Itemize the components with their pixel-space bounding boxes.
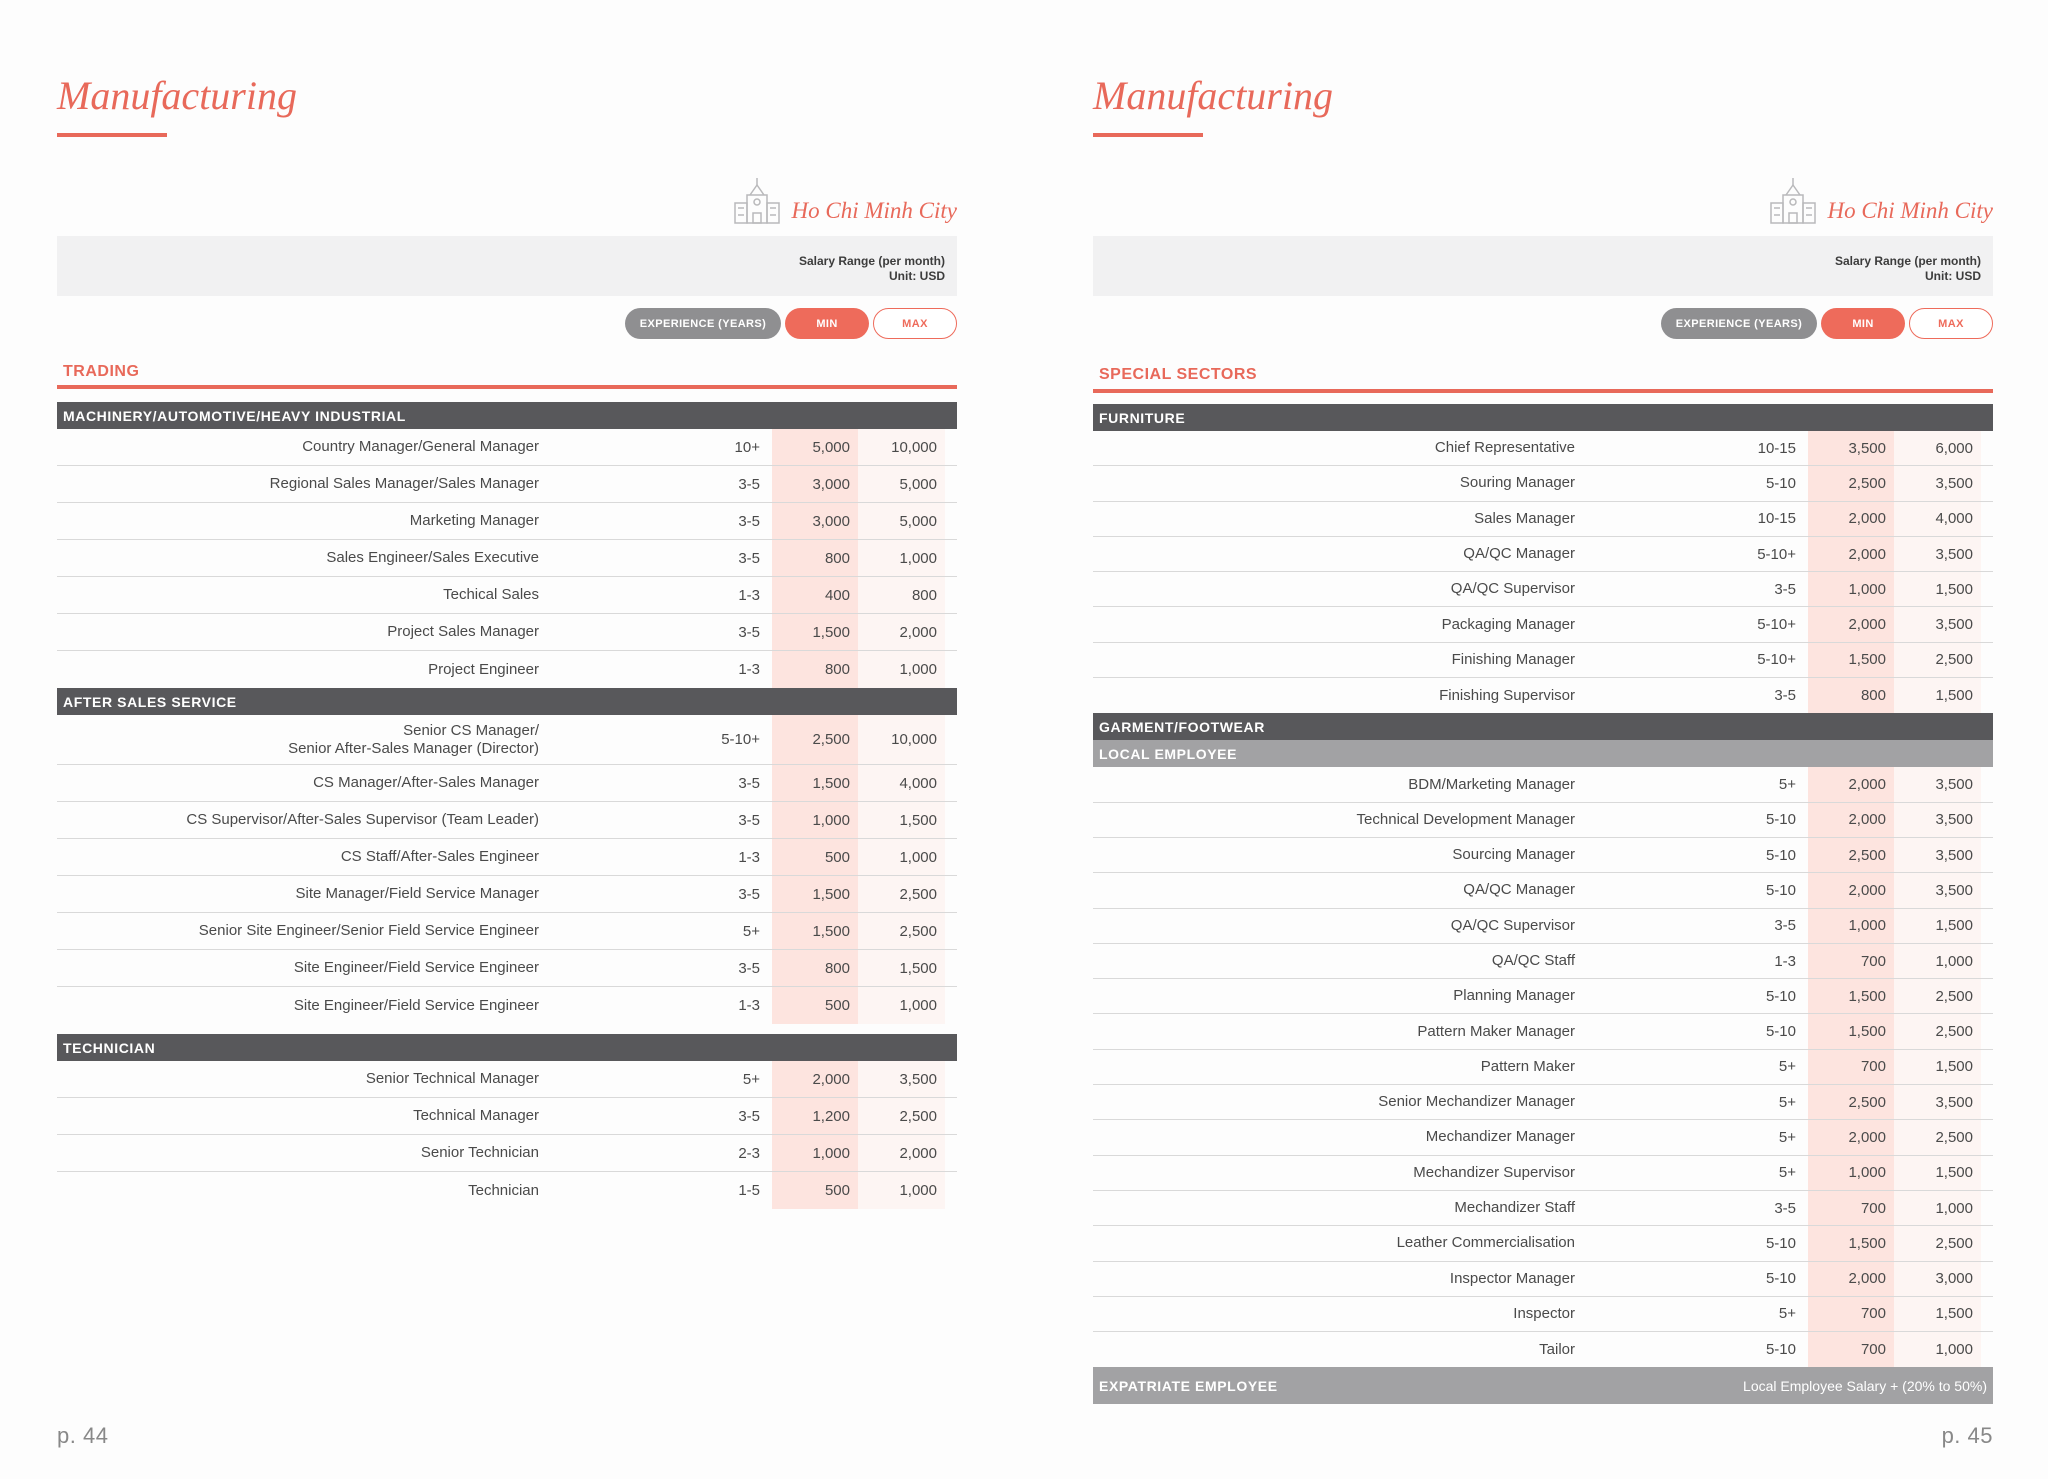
experience-years: 10+ <box>734 438 760 456</box>
job-title: BDM/Marketing Manager <box>1408 775 1575 793</box>
min-salary: 700 <box>1808 1297 1894 1331</box>
job-title: Mechandizer Staff <box>1454 1199 1575 1217</box>
max-salary: 5,000 <box>858 503 945 539</box>
job-title: Senior Technician <box>420 1144 539 1161</box>
table-row <box>57 577 957 614</box>
job-title: Site Engineer/Field Service Engineer <box>293 959 539 976</box>
job-title: Technician <box>468 1181 539 1199</box>
experience-years: 3-5 <box>738 1107 760 1125</box>
table-row <box>57 540 957 577</box>
city-hall-icon <box>734 177 780 225</box>
table-row <box>57 876 957 913</box>
job-title: Finishing Supervisor <box>1439 686 1575 704</box>
job-title: Packaging Manager <box>1441 615 1575 633</box>
experience-years: 10-15 <box>1757 510 1796 528</box>
experience-years: 5+ <box>742 1070 760 1088</box>
table-row <box>57 1172 957 1209</box>
max-salary: 1,500 <box>1894 572 1981 606</box>
category-rows <box>57 429 957 688</box>
experience-years: 5+ <box>1778 1058 1796 1076</box>
max-salary: 2,000 <box>858 1135 945 1171</box>
category-bar: GARMENT/FOOTWEAR <box>1093 713 1993 740</box>
max-salary: 2,500 <box>1894 979 1981 1013</box>
page-number: p. 45 <box>1941 1423 1993 1448</box>
table-row <box>57 466 957 503</box>
section-title: SPECIAL SECTORS <box>1099 366 1258 383</box>
table-row <box>57 503 957 540</box>
job-title: Project Engineer <box>428 660 539 678</box>
table-row <box>57 839 957 876</box>
table-row <box>1093 1332 1993 1367</box>
experience-years: 3-5 <box>738 959 760 977</box>
job-title: Pattern Maker Manager <box>1417 1022 1575 1040</box>
max-salary: 800 <box>858 577 945 613</box>
min-salary: 1,500 <box>1808 1226 1894 1260</box>
max-salary: 1,000 <box>858 987 945 1024</box>
column-legend <box>1661 308 1993 339</box>
max-salary: 1,500 <box>858 950 945 986</box>
section-underline <box>57 385 957 389</box>
table-row <box>1093 909 1993 944</box>
table-row <box>1093 1120 1993 1155</box>
section-underline <box>1093 389 1993 393</box>
experience-years: 5+ <box>1778 1128 1796 1146</box>
min-salary: 1,000 <box>1808 1156 1894 1190</box>
job-title: Senior CS Manager/ Senior After-Sales Manager (Director) <box>288 721 539 757</box>
min-salary: 3,000 <box>772 503 858 539</box>
experience-years: 1-3 <box>738 586 760 604</box>
salary-table <box>1093 404 1993 1404</box>
max-salary: 2,500 <box>1894 1014 1981 1048</box>
experience-years: 5+ <box>742 922 760 940</box>
min-salary: 2,500 <box>1808 1085 1894 1119</box>
title-underline <box>57 133 167 137</box>
min-salary: 800 <box>1808 678 1894 713</box>
table-row <box>1093 803 1993 838</box>
table-row <box>1093 431 1993 466</box>
job-title: Senior Site Engineer/Senior Field Service Engineer <box>198 922 539 939</box>
experience-years: 5-10 <box>1765 881 1796 899</box>
job-title: Sourcing Manager <box>1452 846 1575 864</box>
experience-years: 5-10 <box>1765 1270 1796 1288</box>
experience-years: 5+ <box>1778 1093 1796 1111</box>
experience-pill: EXPERIENCE (YEARS) <box>1661 308 1817 339</box>
min-salary: 1,500 <box>772 876 858 912</box>
experience-years: 5-10+ <box>721 731 760 748</box>
job-title: Inspector Manager <box>1449 1269 1575 1287</box>
max-salary: 1,000 <box>858 839 945 875</box>
min-pill: MIN <box>1821 308 1905 339</box>
min-salary: 2,000 <box>1808 607 1894 641</box>
table-row <box>1093 1156 1993 1191</box>
max-salary: 3,500 <box>1894 767 1981 801</box>
min-salary: 2,000 <box>1808 803 1894 837</box>
table-row <box>1093 1226 1993 1261</box>
table-row <box>57 802 957 839</box>
table-row <box>1093 572 1993 607</box>
max-salary: 2,000 <box>858 614 945 650</box>
table-row <box>57 614 957 651</box>
max-salary: 3,500 <box>1894 803 1981 837</box>
table-row <box>1093 643 1993 678</box>
experience-years: 3-5 <box>1774 1199 1796 1217</box>
group-spacer <box>57 1024 957 1034</box>
experience-years: 5-10+ <box>1757 651 1796 669</box>
table-row <box>1093 678 1993 713</box>
table-row <box>57 913 957 950</box>
job-title: Mechandizer Manager <box>1425 1128 1575 1146</box>
page-title: Manufacturing <box>57 73 297 118</box>
job-title: Site Engineer/Field Service Engineer <box>293 996 539 1014</box>
min-salary: 400 <box>772 577 858 613</box>
table-row <box>57 715 957 765</box>
job-title: Finishing Manager <box>1451 650 1575 668</box>
job-title: Technical Manager <box>413 1107 539 1124</box>
job-title: Site Manager/Field Service Manager <box>295 885 539 902</box>
job-title: Technical Development Manager <box>1356 810 1575 828</box>
max-salary: 2,500 <box>1894 1120 1981 1154</box>
max-salary: 4,000 <box>858 765 945 801</box>
experience-years: 5-10 <box>1765 1234 1796 1252</box>
min-salary: 1,000 <box>1808 572 1894 606</box>
experience-years: 1-5 <box>738 1182 760 1199</box>
min-salary: 3,500 <box>1808 431 1894 465</box>
max-salary: 2,500 <box>1894 1226 1981 1260</box>
table-row <box>1093 1262 1993 1297</box>
experience-years: 10-15 <box>1757 439 1796 457</box>
table-row <box>1093 1050 1993 1085</box>
category-bar: AFTER SALES SERVICE <box>57 688 957 715</box>
min-salary: 800 <box>772 950 858 986</box>
experience-years: 5-10 <box>1765 811 1796 829</box>
min-salary: 500 <box>772 1172 858 1209</box>
max-salary: 6,000 <box>1894 431 1981 465</box>
max-salary: 3,500 <box>1894 537 1981 571</box>
table-row <box>57 987 957 1024</box>
experience-years: 3-5 <box>738 623 760 641</box>
table-row <box>1093 838 1993 873</box>
salary-range-box <box>1093 236 1993 296</box>
max-salary: 1,500 <box>1894 1297 1981 1331</box>
job-title: CS Manager/After-Sales Manager <box>313 774 539 791</box>
table-row <box>57 765 957 802</box>
table-row <box>57 1135 957 1172</box>
salary-range-label: Salary Range (per month) <box>1834 254 1981 268</box>
min-salary: 1,500 <box>772 614 858 650</box>
experience-years: 3-5 <box>738 885 760 903</box>
max-salary: 3,500 <box>1894 607 1981 641</box>
table-row <box>57 1098 957 1135</box>
job-title: Country Manager/General Manager <box>302 438 539 455</box>
max-salary: 3,500 <box>1894 873 1981 907</box>
experience-years: 5-10 <box>1765 1341 1796 1359</box>
min-salary: 800 <box>772 651 858 688</box>
job-title: QA/QC Manager <box>1463 545 1575 563</box>
table-row <box>1093 607 1993 642</box>
job-title: Techical Sales <box>443 586 539 603</box>
table-row <box>1093 1014 1993 1049</box>
experience-years: 5-10 <box>1765 846 1796 864</box>
min-salary: 2,000 <box>1808 1120 1894 1154</box>
min-salary: 800 <box>772 540 858 576</box>
table-row <box>57 651 957 688</box>
experience-years: 1-3 <box>738 848 760 866</box>
job-title: Mechandizer Supervisor <box>1413 1163 1575 1181</box>
experience-years: 1-3 <box>738 661 760 678</box>
page-title: Manufacturing <box>1093 73 1333 118</box>
min-salary: 500 <box>772 987 858 1024</box>
min-salary: 700 <box>1808 1191 1894 1225</box>
min-salary: 700 <box>1808 1332 1894 1367</box>
job-title: QA/QC Supervisor <box>1450 916 1575 934</box>
min-salary: 700 <box>1808 944 1894 978</box>
min-salary: 500 <box>772 839 858 875</box>
job-title: Sales Engineer/Sales Executive <box>326 549 539 566</box>
job-title: Chief Representative <box>1434 439 1575 457</box>
max-salary: 1,000 <box>858 1172 945 1209</box>
min-salary: 2,500 <box>1808 838 1894 872</box>
max-salary: 1,000 <box>1894 1191 1981 1225</box>
job-title: Planning Manager <box>1453 987 1575 1005</box>
min-salary: 1,200 <box>772 1098 858 1134</box>
min-salary: 1,500 <box>1808 643 1894 677</box>
subcategory-bar: LOCAL EMPLOYEE <box>1093 740 1993 767</box>
table-row <box>1093 944 1993 979</box>
job-title: Sales Manager <box>1474 509 1575 527</box>
city-header <box>734 175 957 225</box>
job-title: Inspector <box>1513 1304 1575 1322</box>
min-salary: 1,500 <box>1808 1014 1894 1048</box>
city-name: Ho Chi Minh City <box>1827 198 1993 223</box>
min-salary: 1,500 <box>1808 979 1894 1013</box>
min-salary: 2,000 <box>1808 537 1894 571</box>
max-salary: 1,500 <box>1894 678 1981 713</box>
experience-years: 5-10 <box>1765 474 1796 492</box>
page-45 <box>1093 0 1993 1479</box>
experience-years: 5-10 <box>1765 987 1796 1005</box>
min-salary: 1,000 <box>1808 909 1894 943</box>
max-salary: 2,500 <box>858 1098 945 1134</box>
max-pill: MAX <box>873 308 957 339</box>
experience-years: 5+ <box>1778 776 1796 794</box>
max-salary: 5,000 <box>858 466 945 502</box>
max-salary: 3,500 <box>1894 838 1981 872</box>
page-number: p. 44 <box>57 1423 109 1448</box>
min-salary: 2,500 <box>772 715 858 764</box>
table-row <box>1093 466 1993 501</box>
table-row <box>1093 1297 1993 1332</box>
max-salary: 4,000 <box>1894 502 1981 536</box>
expatriate-label: EXPATRIATE EMPLOYEE <box>1099 1377 1278 1394</box>
job-title: QA/QC Supervisor <box>1450 580 1575 598</box>
min-salary: 2,500 <box>1808 466 1894 500</box>
job-title: Marketing Manager <box>409 512 539 529</box>
city-header <box>1770 175 1993 225</box>
experience-years: 5+ <box>1778 1164 1796 1182</box>
experience-years: 5-10+ <box>1757 545 1796 563</box>
max-salary: 2,500 <box>858 913 945 949</box>
max-salary: 1,000 <box>858 540 945 576</box>
min-salary: 2,000 <box>1808 502 1894 536</box>
table-row <box>1093 767 1993 802</box>
job-title: Senior Mechandizer Manager <box>1378 1093 1575 1111</box>
experience-years: 3-5 <box>1774 917 1796 935</box>
max-pill: MAX <box>1909 308 1993 339</box>
salary-table <box>57 402 957 1209</box>
category-rows <box>1093 767 1993 1367</box>
experience-years: 3-5 <box>1774 580 1796 598</box>
salary-unit-label: Unit: USD <box>889 269 945 283</box>
min-salary: 1,000 <box>772 802 858 838</box>
max-salary: 10,000 <box>858 715 945 764</box>
experience-years: 3-5 <box>1774 687 1796 705</box>
max-salary: 1,500 <box>1894 1050 1981 1084</box>
column-legend <box>625 308 957 339</box>
max-salary: 10,000 <box>858 429 945 465</box>
experience-years: 3-5 <box>738 549 760 567</box>
job-title: Leather Commercialisation <box>1396 1234 1575 1252</box>
job-title: Project Sales Manager <box>387 623 539 640</box>
job-title: QA/QC Manager <box>1463 881 1575 899</box>
city-name: Ho Chi Minh City <box>791 198 957 223</box>
experience-years: 2-3 <box>738 1144 760 1162</box>
table-row <box>1093 873 1993 908</box>
min-salary: 1,000 <box>772 1135 858 1171</box>
max-salary: 1,500 <box>858 802 945 838</box>
experience-years: 5+ <box>1778 1305 1796 1323</box>
max-salary: 1,000 <box>1894 944 1981 978</box>
min-salary: 2,000 <box>772 1061 858 1097</box>
expatriate-bar <box>1093 1367 1993 1404</box>
page-44 <box>57 0 957 1479</box>
job-title: Pattern Maker <box>1480 1057 1575 1075</box>
min-salary: 1,500 <box>772 765 858 801</box>
experience-years: 1-3 <box>738 997 760 1014</box>
table-row <box>1093 979 1993 1014</box>
job-title: QA/QC Staff <box>1491 952 1575 969</box>
min-salary: 2,000 <box>1808 767 1894 801</box>
max-salary: 1,500 <box>1894 909 1981 943</box>
max-salary: 3,500 <box>1894 1085 1981 1119</box>
job-title: Senior Technical Manager <box>365 1070 539 1087</box>
table-row <box>57 1061 957 1098</box>
category-rows <box>1093 431 1993 713</box>
city-hall-icon <box>1770 177 1816 225</box>
category-bar: FURNITURE <box>1093 404 1993 431</box>
category-bar: TECHNICIAN <box>57 1034 957 1061</box>
table-row <box>1093 502 1993 537</box>
min-salary: 3,000 <box>772 466 858 502</box>
table-row <box>57 429 957 466</box>
table-row <box>57 950 957 987</box>
min-salary: 2,000 <box>1808 1262 1894 1296</box>
min-salary: 5,000 <box>772 429 858 465</box>
max-salary: 2,500 <box>858 876 945 912</box>
section-title: TRADING <box>63 363 140 380</box>
salary-unit-label: Unit: USD <box>1925 269 1981 283</box>
job-title: Tailor <box>1539 1340 1575 1358</box>
table-row <box>1093 1191 1993 1226</box>
experience-pill: EXPERIENCE (YEARS) <box>625 308 781 339</box>
experience-years: 5-10+ <box>1757 616 1796 634</box>
max-salary: 1,500 <box>1894 1156 1981 1190</box>
min-salary: 2,000 <box>1808 873 1894 907</box>
max-salary: 2,500 <box>1894 643 1981 677</box>
category-rows <box>57 715 957 1024</box>
max-salary: 3,500 <box>1894 466 1981 500</box>
salary-range-label: Salary Range (per month) <box>798 254 945 268</box>
category-rows <box>57 1061 957 1209</box>
max-salary: 1,000 <box>1894 1332 1981 1367</box>
max-salary: 3,000 <box>1894 1262 1981 1296</box>
job-title: Souring Manager <box>1459 474 1575 492</box>
job-title: CS Supervisor/After-Sales Supervisor (Team Leader) <box>186 811 539 828</box>
max-salary: 1,000 <box>858 651 945 688</box>
max-salary: 3,500 <box>858 1061 945 1097</box>
job-title: CS Staff/After-Sales Engineer <box>340 848 539 865</box>
job-title: Regional Sales Manager/Sales Manager <box>269 475 539 492</box>
min-salary: 700 <box>1808 1050 1894 1084</box>
expatriate-note: Local Employee Salary + (20% to 50%) <box>1743 1377 1987 1394</box>
experience-years: 3-5 <box>738 512 760 530</box>
salary-range-box <box>57 236 957 296</box>
experience-years: 3-5 <box>738 774 760 792</box>
experience-years: 5-10 <box>1765 1023 1796 1041</box>
title-underline <box>1093 133 1203 137</box>
category-bar: MACHINERY/AUTOMOTIVE/HEAVY INDUSTRIAL <box>57 402 957 429</box>
table-row <box>1093 537 1993 572</box>
min-pill: MIN <box>785 308 869 339</box>
experience-years: 3-5 <box>738 475 760 493</box>
min-salary: 1,500 <box>772 913 858 949</box>
table-row <box>1093 1085 1993 1120</box>
experience-years: 3-5 <box>738 811 760 829</box>
experience-years: 1-3 <box>1774 952 1796 970</box>
